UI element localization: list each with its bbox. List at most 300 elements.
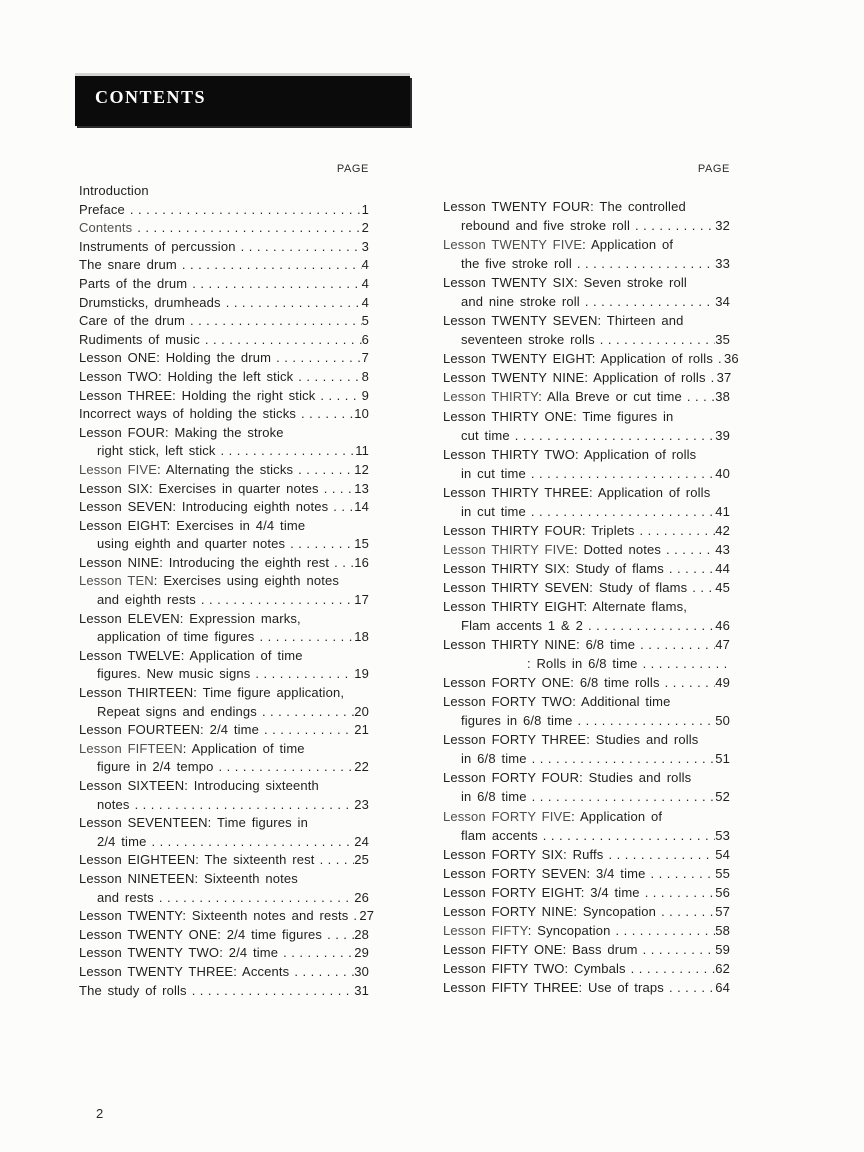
toc-entry-text: Parts of the drum (79, 275, 188, 291)
toc-page-number: 39 (715, 427, 730, 443)
toc-entry-text: Introduction (79, 183, 149, 198)
toc-line (443, 885, 730, 904)
toc-page-number: 44 (715, 560, 730, 576)
toc-line (443, 256, 730, 275)
toc-line (443, 866, 730, 885)
dot-leader (650, 866, 715, 881)
dot-leader (543, 828, 715, 843)
toc-line (79, 350, 369, 369)
toc-page-number: 13 (354, 480, 369, 496)
toc-page-number: 15 (354, 536, 369, 552)
toc-line (443, 561, 730, 580)
toc-page-number: 21 (354, 722, 369, 738)
dot-leader (262, 704, 354, 719)
dot-leader (515, 428, 716, 443)
dot-leader (666, 542, 715, 557)
toc-page-number: 46 (715, 618, 730, 634)
toc-line (79, 518, 369, 537)
dot-leader (640, 523, 716, 538)
toc-line (443, 313, 730, 332)
toc-page-number: 54 (715, 846, 730, 862)
toc-page-number: 53 (715, 827, 730, 843)
toc-page-number: 64 (715, 979, 730, 995)
toc-page-number: 1 (361, 201, 369, 217)
toc-page-number: 12 (354, 461, 369, 477)
toc-entry-text: and nine stroke roll (461, 294, 580, 310)
dot-leader (192, 276, 361, 291)
toc-line (79, 183, 369, 202)
dot-leader (327, 927, 354, 942)
dot-leader (585, 294, 715, 309)
toc-line (79, 927, 369, 946)
toc-page-number: 17 (354, 592, 369, 608)
toc-entry-text: Lesson NINE: Introducing the eighth rest (79, 554, 330, 570)
toc-line (443, 504, 730, 523)
toc-line (79, 220, 369, 239)
toc-entry-text: Lesson THIRTY SIX: Study of flams (443, 560, 664, 576)
toc-line (443, 923, 730, 942)
dot-leader (137, 220, 361, 235)
dot-leader (532, 751, 716, 766)
toc-page-number: 33 (715, 256, 730, 272)
toc-line (79, 908, 375, 927)
toc-entry-text: Lesson THIRTY THREE: Application of rolls (443, 484, 711, 500)
dot-leader (320, 852, 355, 867)
toc-entry-text: Drumsticks, drumheads (79, 294, 221, 310)
toc-line (79, 834, 369, 853)
toc-entry-text: flam accents (461, 827, 538, 843)
toc-page-number: 23 (354, 796, 369, 812)
toc-page-number: 3 (361, 238, 369, 254)
toc-line (79, 871, 369, 890)
toc-line (79, 332, 369, 351)
toc-page-number: 10 (354, 406, 369, 422)
toc-entry-prefix: Lesson TEN (79, 573, 154, 589)
page-column-heading-left: PAGE (336, 163, 369, 175)
toc-entry-text: The study of rolls (79, 982, 187, 998)
toc-entry-text: in 6/8 time (461, 789, 527, 805)
dot-leader (661, 904, 715, 919)
toc-entry-text: in cut time (461, 465, 526, 481)
toc-line (79, 499, 369, 518)
dot-leader (283, 945, 354, 960)
toc-entry-text: right stick, left stick (97, 443, 216, 459)
toc-entry-text: Lesson FIFTY: Syncopation (443, 922, 611, 938)
toc-entry-text: Lesson TWENTY FIVE: Application of (443, 237, 674, 253)
toc-entry-text: Lesson FORTY THREE: Studies and rolls (443, 732, 699, 748)
toc-line (79, 983, 369, 1002)
toc-line (443, 485, 730, 504)
toc-line (443, 294, 730, 313)
toc-entry-prefix: Lesson FORTY FIVE (443, 808, 572, 824)
dot-leader (665, 675, 716, 690)
toc-line (79, 778, 369, 797)
dot-leader (577, 713, 715, 728)
toc-page-number: 25 (354, 852, 369, 868)
toc-page-number: 42 (715, 522, 730, 538)
toc-entry-text: Lesson FORTY NINE: Syncopation (443, 903, 657, 919)
toc-entry-text: Lesson THIRTY: Alla Breve or cut time (443, 389, 682, 405)
toc-page-number: 43 (715, 541, 730, 557)
toc-line (79, 611, 369, 630)
toc-page-number: 2 (361, 220, 369, 236)
toc-page-number: 49 (715, 675, 730, 691)
dot-leader (298, 462, 354, 477)
dot-leader (290, 536, 354, 551)
toc-entry-text: Lesson EIGHT: Exercises in 4/4 time (79, 517, 306, 533)
toc-page-number: 8 (361, 368, 369, 384)
folio-page-number: 2 (96, 1106, 104, 1121)
toc-line (79, 406, 369, 425)
toc-entry-text: Lesson FORTY FOUR: Studies and rolls (443, 770, 692, 786)
toc-entry-text: Lesson NINETEEN: Sixteenth notes (79, 870, 298, 886)
dot-leader (645, 885, 716, 900)
dot-leader (135, 797, 355, 812)
toc-line (79, 276, 369, 295)
toc-page-number: 35 (715, 332, 730, 348)
toc-page-number: 55 (715, 865, 730, 881)
toc-entry-prefix: Lesson FIFTY (443, 922, 528, 938)
toc-entry-text: Lesson THIRTY FOUR: Triplets (443, 522, 635, 538)
toc-line (79, 722, 369, 741)
toc-page-number: 58 (715, 922, 730, 938)
toc-line (79, 629, 369, 648)
toc-line (79, 239, 369, 258)
toc-line (443, 618, 730, 637)
toc-entry-prefix: Lesson FIFTEEN (79, 740, 183, 756)
toc-page-number: 45 (715, 579, 730, 595)
page-column-heading-right: PAGE (697, 163, 730, 175)
toc-line (443, 542, 730, 561)
toc-page-number: 16 (354, 554, 369, 570)
dot-leader (333, 499, 354, 514)
toc-page-number: 52 (715, 789, 730, 805)
toc-line (79, 443, 369, 462)
toc-line (443, 599, 730, 618)
dot-leader (532, 789, 716, 804)
toc-entry-text: Lesson FORTY SEVEN: 3/4 time (443, 865, 646, 881)
toc-line (79, 555, 369, 574)
toc-entry-text: and rests (97, 889, 154, 905)
toc-line (443, 370, 730, 389)
toc-entry-text: Preface (79, 201, 125, 217)
toc-entry-text: Lesson TWELVE: Application of time (79, 647, 303, 663)
dot-leader (276, 350, 361, 365)
dot-leader (130, 202, 362, 217)
dot-leader (190, 313, 362, 328)
dot-leader (205, 332, 362, 347)
toc-entry-text: Lesson SIX: Exercises in quarter notes (79, 480, 319, 496)
toc-entry-text: cut time (461, 427, 510, 443)
toc-entry-text: The snare drum (79, 257, 177, 273)
toc-page-number: 14 (354, 499, 369, 515)
toc-line (443, 980, 730, 999)
toc-line (443, 828, 730, 847)
toc-entry-text: Lesson FORTY ONE: 6/8 time rolls (443, 675, 660, 691)
toc-entry-text: Lesson SEVEN: Introducing eighth notes (79, 499, 329, 515)
dot-leader (151, 834, 354, 849)
toc-line (443, 275, 730, 294)
dot-leader (159, 890, 354, 905)
page-title: CONTENTS (95, 87, 207, 107)
toc-entry-text: Lesson THIRTY ONE: Time figures in (443, 408, 674, 424)
toc-column-right (443, 163, 739, 999)
toc-line (443, 770, 730, 789)
toc-entry-text: Lesson THIRTY NINE: 6/8 time (443, 637, 636, 653)
toc-entry-text: Lesson ELEVEN: Expression marks, (79, 610, 301, 626)
toc-entry-prefix: Lesson FIVE (79, 461, 158, 477)
toc-line (443, 694, 730, 713)
toc-entry-text: Lesson TWENTY NINE: Application of rolls (443, 370, 706, 386)
toc-entry-text: Lesson TEN: Exercises using eighth notes (79, 573, 340, 589)
toc-entry-text: rebound and five stroke roll (461, 218, 631, 234)
toc-entry-text: Repeat signs and endings (97, 703, 257, 719)
toc-entry-text: in 6/8 time (461, 751, 527, 767)
dot-leader (640, 637, 715, 652)
toc-entry-text: 2/4 time (97, 833, 147, 849)
dot-leader (320, 388, 361, 403)
toc-page-number: 6 (361, 331, 369, 347)
toc-page-number: 37 (716, 370, 732, 386)
toc-entry-text: Lesson TWO: Holding the left stick (79, 368, 294, 384)
toc-line (443, 904, 730, 923)
toc-entry-text: Lesson THIRTEEN: Time figure application, (79, 685, 345, 701)
dot-leader (692, 580, 715, 595)
toc-page-number: 40 (715, 465, 730, 481)
dot-leader (255, 666, 354, 681)
toc-entry-text: Lesson TWENTY EIGHT: Application of rolls (443, 351, 713, 367)
toc-entry-text: Lesson FIVE: Alternating the sticks (79, 461, 294, 477)
toc-entry-text: Lesson SIXTEEN: Introducing sixteenth (79, 778, 319, 793)
toc-entry-text: Lesson THIRTY FIVE: Dotted notes (443, 541, 662, 557)
toc-page-number: 4 (361, 257, 369, 273)
toc-entry-text: Lesson THIRTY EIGHT: Alternate flams, (443, 598, 688, 614)
toc-page-number: 26 (354, 889, 369, 905)
toc-page-number: 50 (715, 713, 730, 729)
toc-line (443, 675, 730, 694)
toc-page-number: 31 (354, 982, 369, 998)
toc-entry-text: Lesson TWENTY SIX: Seven stroke roll (443, 275, 687, 291)
toc-line (79, 536, 369, 555)
toc-line (79, 462, 369, 481)
toc-entry-text: Lesson SEVENTEEN: Time figures in (79, 815, 308, 831)
toc-page-number: 56 (715, 884, 730, 900)
toc-entry-text: : Rolls in 6/8 time (527, 656, 638, 672)
toc-page-number: 38 (715, 389, 730, 405)
toc-entry-text: figures. New music signs (97, 666, 251, 682)
dot-leader (577, 256, 715, 271)
toc-line (79, 425, 369, 444)
toc-page-number: 47 (715, 637, 730, 653)
toc-entry-prefix: Lesson TWENTY FIVE (443, 237, 583, 253)
toc-page-number: 5 (361, 313, 369, 329)
toc-line (79, 797, 369, 816)
dot-leader (324, 481, 355, 496)
toc-entry-text: Lesson TWENTY FOUR: The controlled (443, 199, 686, 214)
toc-entry-text: Lesson TWENTY SEVEN: Thirteen and (443, 313, 684, 329)
toc-entry-text: Lesson EIGHTEEN: The sixteenth rest (79, 852, 315, 868)
toc-line (79, 945, 369, 964)
toc-entry-text: Lesson FOUR: Making the stroke (79, 424, 284, 440)
toc-entry-text: Lesson FORTY SIX: Ruffs (443, 846, 604, 862)
toc-entry-text: Flam accents 1 & 2 (461, 618, 583, 634)
dot-leader (615, 923, 715, 938)
toc-entry-text: Care of the drum (79, 313, 185, 329)
toc-line (79, 388, 369, 407)
toc-entry-text: and eighth rests (97, 592, 196, 608)
toc-entry-text: seventeen stroke rolls (461, 332, 595, 348)
toc-entry-text: Lesson FIFTY TWO: Cymbals (443, 960, 626, 976)
toc-page-number: 20 (354, 703, 369, 719)
toc-entry-text: the five stroke roll (461, 256, 572, 272)
toc-line (443, 789, 730, 808)
toc-page-number: 30 (354, 963, 369, 979)
toc-line (79, 759, 369, 778)
toc-line (443, 218, 730, 237)
toc-entry-prefix: Lesson THIRTY (443, 389, 539, 405)
dot-leader (600, 332, 715, 347)
toc-line (79, 481, 369, 500)
dot-leader (264, 722, 354, 737)
dot-leader (687, 389, 715, 404)
toc-line (443, 637, 730, 656)
toc-column-left (79, 163, 375, 1001)
dot-leader (201, 592, 354, 607)
toc-line (443, 199, 730, 218)
toc-page-number: 27 (359, 908, 375, 924)
toc-page-number: 32 (715, 218, 730, 234)
toc-list-left (79, 183, 375, 1001)
dot-leader (588, 618, 715, 633)
toc-page-number: 34 (715, 294, 730, 310)
toc-page-number: 24 (354, 833, 369, 849)
toc-entry-text: in cut time (461, 503, 526, 519)
dot-leader (643, 942, 716, 957)
dot-leader (643, 656, 730, 671)
toc-line (443, 389, 730, 408)
toc-line (79, 573, 369, 592)
toc-entry-text: Rudiments of music (79, 331, 200, 347)
contents-header-bar (75, 76, 410, 126)
toc-entry-text: Lesson FORTY TWO: Additional time (443, 694, 671, 710)
toc-entry-text: notes (97, 796, 130, 812)
toc-line (79, 852, 369, 871)
toc-line (443, 751, 730, 770)
toc-entry-text: figures in 6/8 time (461, 713, 573, 729)
toc-entry-text: Incorrect ways of holding the sticks (79, 406, 296, 422)
toc-line (79, 295, 369, 314)
dot-leader (631, 961, 716, 976)
toc-entry-text: Lesson THREE: Holding the right stick (79, 387, 316, 403)
dot-leader (294, 964, 354, 979)
dot-leader (531, 466, 715, 481)
toc-line (443, 580, 730, 599)
toc-line (443, 523, 730, 542)
toc-line (79, 704, 369, 723)
toc-page-number: 51 (715, 751, 730, 767)
toc-page-number: 19 (354, 666, 369, 682)
toc-page-number: 4 (361, 275, 369, 291)
toc-line (443, 447, 730, 466)
toc-entry-text: Lesson THIRTY SEVEN: Study of flams (443, 579, 688, 595)
toc-line (443, 237, 730, 256)
dot-leader (219, 759, 355, 774)
toc-line (443, 656, 730, 675)
toc-line (79, 369, 369, 388)
toc-page-number: 62 (715, 960, 730, 976)
dot-leader (182, 257, 362, 272)
toc-page-number: 4 (361, 294, 369, 310)
toc-list-right (443, 199, 739, 999)
toc-entry-text: Lesson TWENTY THREE: Accents (79, 963, 290, 979)
dot-leader (669, 980, 715, 995)
toc-entry-text (79, 220, 132, 235)
toc-line (443, 466, 730, 485)
toc-line (79, 666, 369, 685)
toc-page-number: 9 (361, 387, 369, 403)
toc-page-number: 11 (355, 443, 369, 459)
dot-leader (241, 239, 362, 254)
toc-line (79, 592, 369, 611)
toc-line (79, 313, 369, 332)
dot-leader (669, 561, 715, 576)
dot-leader (259, 629, 354, 644)
toc-line (443, 961, 730, 980)
toc-page-number: 18 (354, 629, 369, 645)
toc-line (443, 732, 730, 751)
toc-entry-text: Lesson FIFTY THREE: Use of traps (443, 979, 664, 995)
toc-line (79, 257, 369, 276)
dot-leader (301, 406, 354, 421)
toc-entry-text: using eighth and quarter notes (97, 536, 286, 552)
toc-entry-prefix: Contents (79, 220, 133, 236)
dot-leader (608, 847, 715, 862)
toc-entry-text: Lesson ONE: Holding the drum (79, 350, 272, 366)
toc-line (443, 332, 730, 351)
toc-entry-prefix: Lesson THIRTY FIVE (443, 541, 574, 557)
toc-entry-text: figure in 2/4 tempo (97, 759, 214, 775)
dot-leader (334, 555, 354, 570)
toc-entry-text: Lesson TWENTY TWO: 2/4 time (79, 945, 279, 961)
toc-entry-text: Lesson TWENTY ONE: 2/4 time figures (79, 926, 323, 942)
toc-page-number: 29 (354, 945, 369, 961)
toc-line (443, 809, 730, 828)
toc-entry-text: application of time figures (97, 629, 255, 645)
toc-page-number: 7 (361, 350, 369, 366)
toc-line (443, 713, 730, 732)
toc-line (443, 409, 730, 428)
toc-entry-text: Instruments of percussion (79, 238, 236, 254)
toc-entry-text: Lesson FIFTEEN: Application of time (79, 740, 305, 756)
toc-line (443, 942, 730, 961)
toc-line (79, 964, 369, 983)
toc-entry-text: Lesson THIRTY TWO: Application of rolls (443, 446, 697, 462)
toc-entry-text: Lesson FIFTY ONE: Bass drum (443, 941, 638, 957)
toc-line (79, 741, 369, 760)
toc-entry-text: Lesson FORTY FIVE: Application of (443, 808, 663, 824)
dot-leader (298, 369, 361, 384)
dot-leader (192, 983, 355, 998)
dot-leader (531, 504, 715, 519)
toc-page-number: 36 (724, 351, 739, 367)
toc-page-number: 59 (715, 941, 730, 957)
toc-entry-text: Lesson FOURTEEN: 2/4 time (79, 722, 260, 738)
toc-page-number: 41 (715, 503, 730, 519)
toc-entry-text: Lesson FORTY EIGHT: 3/4 time (443, 884, 640, 900)
toc-line (443, 351, 739, 370)
toc-line (443, 847, 730, 866)
toc-page-number: 57 (715, 903, 730, 919)
